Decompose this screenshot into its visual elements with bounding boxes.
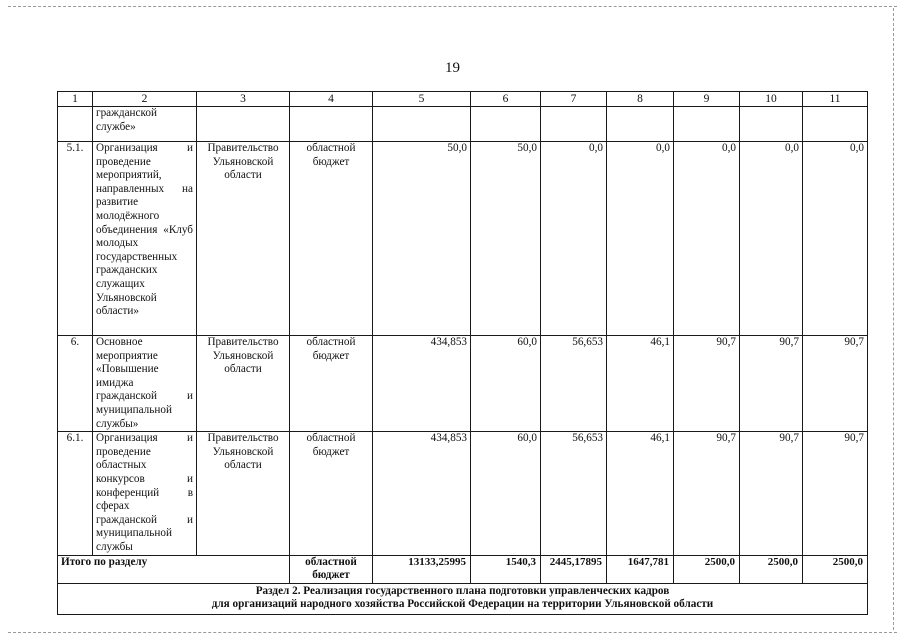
row-source: областной бюджет [290,336,373,432]
row-value [541,107,607,142]
row-name: Организация и проведение областных конкурсов и конференций в сферах гражданской и муниципальной службы [93,432,197,555]
row-value: 0,0 [541,142,607,336]
header-cell: 6 [471,92,541,107]
total-row [58,555,868,583]
total-value: 1540,3 [471,555,541,583]
row-value: 90,7 [740,336,803,432]
row-value: 46,1 [607,432,674,555]
section-heading-line1: Раздел 2. Реализация государственного плана подготовки управленческих кадров [255,584,670,597]
row-executor [197,107,290,142]
row-name: Основное мероприятие «Повышение имиджа гражданской и муниципальной службы» [93,336,197,432]
header-cell: 1 [58,92,93,107]
row-value: 56,653 [541,432,607,555]
row-value: 90,7 [740,432,803,555]
table-row [58,107,868,142]
total-value: 13133,25995 [373,555,471,583]
row-value: 0,0 [607,142,674,336]
row-value [373,107,471,142]
section-heading-row [58,583,868,614]
page-border-top [8,6,897,7]
row-value: 90,7 [803,336,868,432]
table-row [58,336,868,432]
header-cell: 4 [290,92,373,107]
row-source: областной бюджет [290,432,373,555]
row-value: 60,0 [471,432,541,555]
total-source: областной бюджет [290,555,373,583]
row-value [471,107,541,142]
header-cell: 3 [197,92,290,107]
total-value: 1647,781 [607,555,674,583]
row-value: 56,653 [541,336,607,432]
row-value: 60,0 [471,336,541,432]
row-id: 6.1. [58,432,93,555]
header-cell: 10 [740,92,803,107]
row-value: 50,0 [373,142,471,336]
page-border-bottom [8,632,897,633]
row-executor: Правительство Ульяновской области [197,142,290,336]
header-cell: 5 [373,92,471,107]
total-value: 2445,17895 [541,555,607,583]
row-value: 90,7 [674,336,740,432]
row-source [290,107,373,142]
row-value: 50,0 [471,142,541,336]
row-name: гражданской службе» [93,107,197,142]
page-number: 19 [445,60,460,76]
row-value: 46,1 [607,336,674,432]
total-value: 2500,0 [674,555,740,583]
row-value [674,107,740,142]
row-value: 90,7 [803,432,868,555]
table-row [58,142,868,336]
total-value: 2500,0 [803,555,868,583]
header-cell: 7 [541,92,607,107]
row-value [607,107,674,142]
total-value: 2500,0 [740,555,803,583]
row-executor: Правительство Ульяновской области [197,336,290,432]
table-row [58,432,868,555]
row-value: 0,0 [803,142,868,336]
row-executor: Правительство Ульяновской области [197,432,290,555]
row-value [740,107,803,142]
row-id: 5.1. [58,142,93,336]
row-value: 434,853 [373,336,471,432]
row-value: 90,7 [674,432,740,555]
row-id [58,107,93,142]
header-row [58,92,868,107]
row-value: 434,853 [373,432,471,555]
budget-table [57,91,868,615]
row-source: областной бюджет [290,142,373,336]
header-cell: 8 [607,92,674,107]
section-heading-line2: для организаций народного хозяйства Российской Федерации на территории Ульяновской области [211,598,714,611]
row-name: Организация и проведение мероприятий, направленных на развитие молодёжного объединения «Клуб молодых государственных гражданских служащих Ульяновской области» [93,142,197,336]
header-cell: 2 [93,92,197,107]
total-label: Итого по разделу [58,555,290,583]
page-border-right [893,8,894,630]
section-heading [58,583,868,614]
header-cell: 11 [803,92,868,107]
header-cell: 9 [674,92,740,107]
row-value [803,107,868,142]
row-value: 0,0 [740,142,803,336]
row-id: 6. [58,336,93,432]
row-value: 0,0 [674,142,740,336]
